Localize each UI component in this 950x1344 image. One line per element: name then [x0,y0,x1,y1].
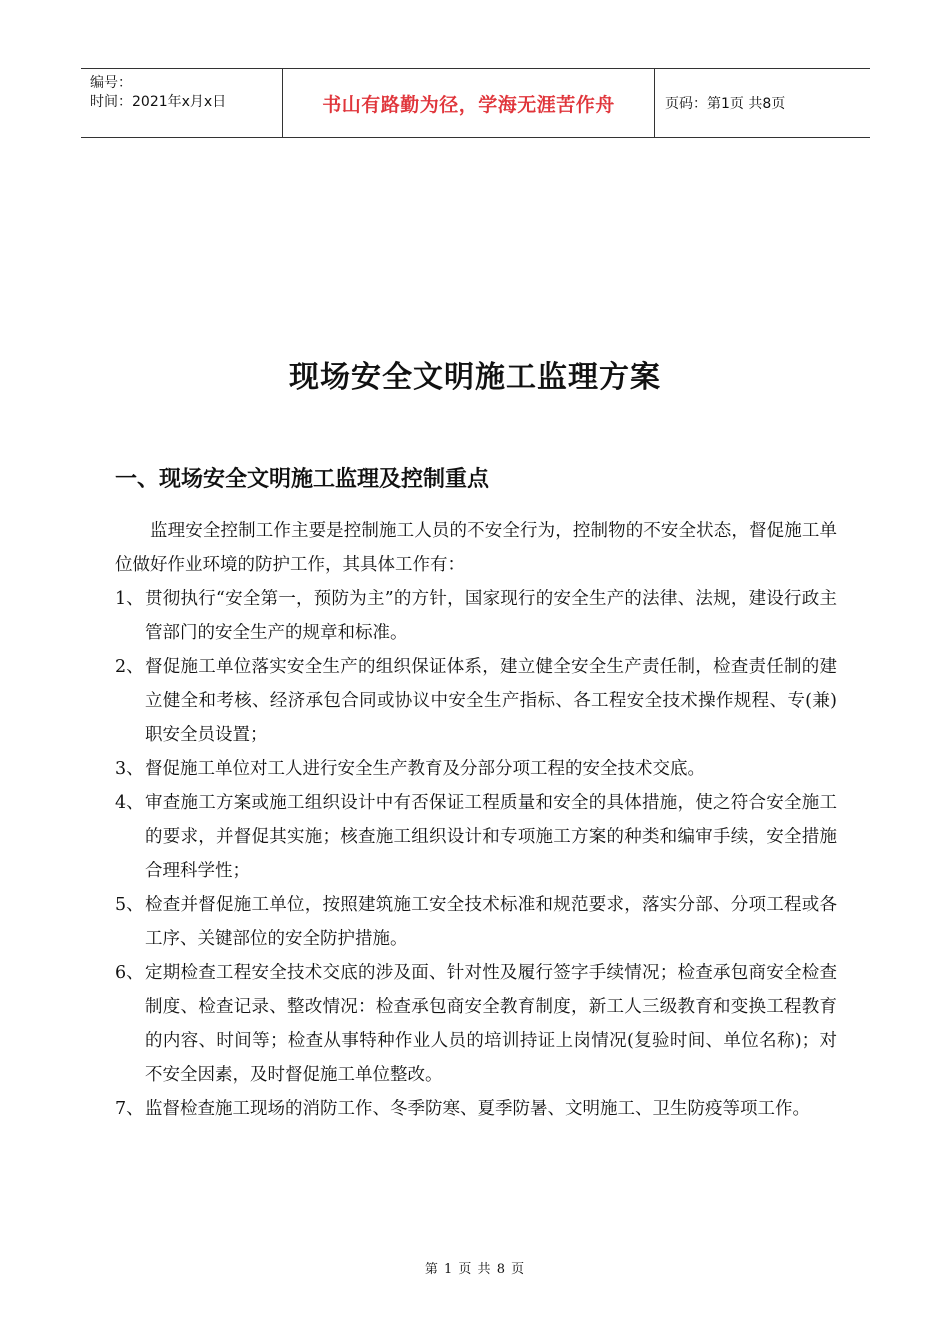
document-body [115,514,837,1126]
list-item [115,752,837,786]
list-item-number: 2、 [115,657,144,677]
list-item-text: 督促施工单位落实安全生产的组织保证体系，建立健全安全生产责任制，检查责任制的建立健全和考核、经济承包合同或协议中安全生产指标、各工程安全技术操作规程、专(兼)职安全员设置； [145,657,837,745]
list-item-text: 定期检查工程安全技术交底的涉及面、针对性及履行签字手续情况；检查承包商安全检查制度、检查记录、整改情况：检查承包商安全教育制度，新工人三级教育和变换工程教育的内容、时间等；检查从事特种作业人员的培训持证上岗情况(复验时间、单位名称)；对不安全因素，及时督促施工单位整改。 [145,963,837,1085]
list-item-number: 1、 [115,589,144,609]
motto-text: 书山有路勤为径，学海无涯苦作舟 [322,93,615,116]
page-footer: 第 1 页 共 8 页 [424,1262,526,1277]
list-item [115,1092,837,1126]
document-title: 现场安全文明施工监理方案 [289,360,661,395]
document-number-label: 编号： [90,75,132,91]
section-title: 一、现场安全文明施工监理及控制重点 [115,467,490,492]
list-item-number: 3、 [115,759,144,779]
list-item-number: 6、 [115,963,144,983]
document-time-label: 时间：2021年x月x日 [90,94,227,110]
intro-paragraph: 监理安全控制工作主要是控制施工人员的不安全行为，控制物的不安全状态，督促施工单位做好作业环境的防护工作，其具体工作有： [115,521,837,575]
list-item-text: 审查施工方案或施工组织设计中有否保证工程质量和安全的具体措施，使之符合安全施工的要求，并督促其实施；核查施工组织设计和专项施工方案的种类和编审手续，安全措施合理科学性； [145,793,837,881]
list-item-number: 4、 [115,793,144,813]
list-item-text: 监督检查施工现场的消防工作、冬季防寒、夏季防暑、文明施工、卫生防疫等项工作。 [145,1099,810,1119]
header-motto-cell [282,69,655,137]
list-item-number: 5、 [115,895,144,915]
list-item [115,650,837,752]
list-item [115,888,837,956]
list-item-number: 7、 [115,1099,144,1119]
header-meta-cell [81,69,282,137]
header-table [81,68,870,138]
list-item-text: 督促施工单位对工人进行安全生产教育及分部分项工程的安全技术交底。 [145,759,705,779]
list-item [115,786,837,888]
list-item [115,582,837,650]
list-item [115,956,837,1092]
header-page-cell [655,69,870,137]
page-info: 页码：第1页 共8页 [665,96,786,112]
list-item-text: 贯彻执行“安全第一，预防为主”的方针，国家现行的安全生产的法律、法规，建设行政主管部门的安全生产的规章和标准。 [145,589,837,643]
list-item-text: 检查并督促施工单位，按照建筑施工安全技术标准和规范要求，落实分部、分项工程或各工序、关键部位的安全防护措施。 [145,895,837,949]
